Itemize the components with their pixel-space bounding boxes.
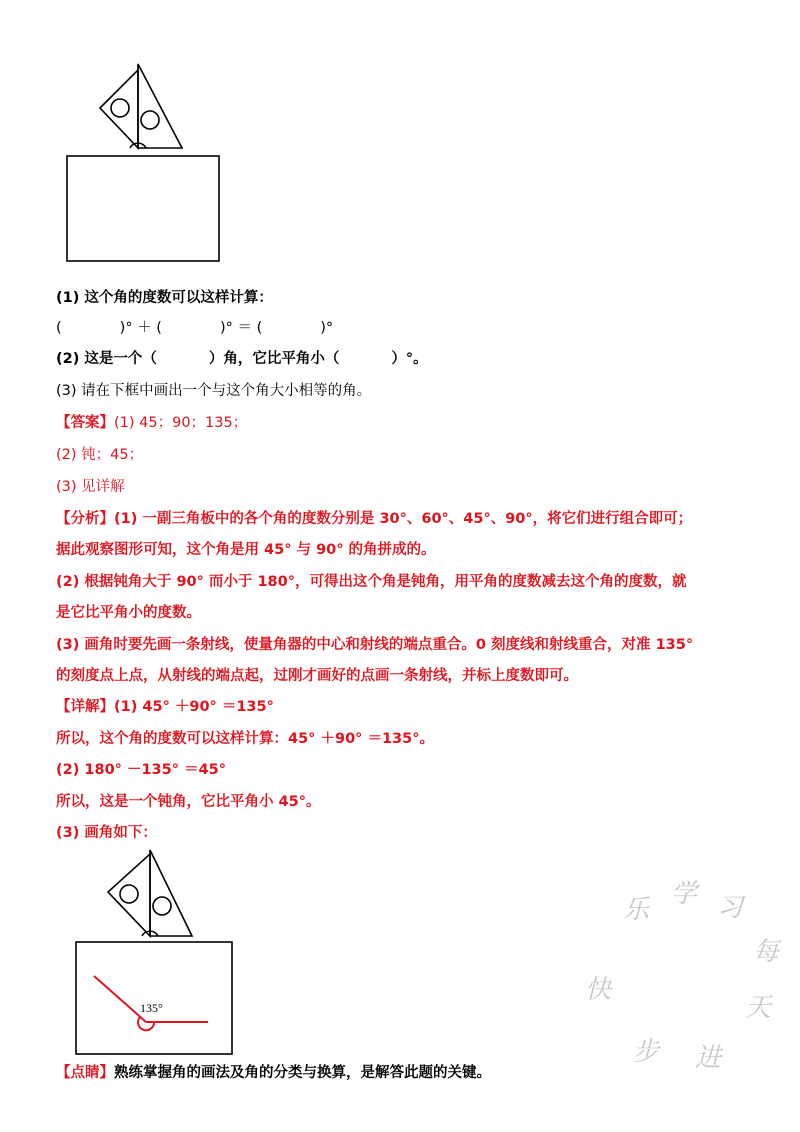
tip-tag: 【点睛】: [56, 1065, 114, 1081]
svg-text:步: 步: [633, 1037, 660, 1067]
svg-text:每: 每: [753, 937, 780, 967]
set-square-hole: [153, 897, 171, 915]
svg-text:天: 天: [745, 993, 772, 1023]
analysis-line-5: (3) 画角时要先画一条射线，使量角器的中心和射线的端点重合。0 刻度线和射线重合，对准 135°: [56, 637, 694, 653]
set-square-45: [100, 70, 138, 148]
set-square-45: [108, 854, 150, 936]
svg-text:学: 学: [671, 880, 698, 909]
detail-line-3: (2) 180° －135° ＝45°: [56, 762, 226, 778]
watermark-stamp: [575, 880, 790, 1080]
analysis-line-3: (2) 根据钝角大于 90° 而小于 180°，可得出这个角是钝角，用平角的度数减去这个角的度数，就: [56, 574, 687, 590]
angle-135-arc: [138, 1017, 154, 1030]
set-square-hole: [141, 111, 159, 129]
detail-line-5: (3) 画角如下：: [56, 825, 157, 841]
svg-text:进: 进: [695, 1043, 722, 1073]
detail-tag: 【详解】: [56, 699, 114, 715]
angle-ray-slanted: [94, 976, 146, 1022]
question-2: (2) 这是一个（ ）角，它比平角小（ ）°。: [56, 351, 428, 367]
set-square-hole: [120, 885, 138, 903]
svg-text:习: 习: [717, 893, 744, 923]
set-square-hole: [111, 99, 129, 117]
answer-tag: 【答案】: [56, 415, 114, 431]
detail-line-1: 【详解】(1) 45° ＋90° ＝135°: [56, 699, 274, 715]
drawing-box: [76, 942, 232, 1054]
detail-line-4: 所以，这是一个钝角，它比平角小 45°。: [56, 794, 321, 810]
svg-text:快: 快: [585, 975, 612, 1005]
detail-line-2: 所以，这个角的度数可以这样计算：45° ＋90° ＝135°。: [56, 731, 434, 747]
analysis-line-2: 据此观察图形可知，这个角是用 45° 与 90° 的角拼成的。: [56, 542, 436, 558]
question-3: (3) 请在下框中画出一个与这个角大小相等的角。: [56, 383, 372, 399]
question-1-blanks: ( )° ＋ ( )° ＝ ( )°: [56, 320, 334, 336]
figure-set-squares-top: [60, 60, 230, 270]
figure-drawn-angle: [70, 848, 240, 1063]
set-square-30: [138, 64, 182, 148]
answer-line-2: (2) 钝；45；: [56, 447, 144, 463]
tip-line: 【点睛】熟练掌握角的画法及角的分类与换算，是解答此题的关键。: [56, 1065, 491, 1081]
answer-line-1: 【答案】(1) 45；90；135；: [56, 415, 248, 431]
drawing-box: [67, 156, 219, 261]
answer-line-3: (3) 见详解: [56, 479, 125, 495]
svg-text:乐: 乐: [623, 895, 650, 925]
analysis-line-6: 的刻度点上点，从射线的端点起，过刚才画好的点画一条射线，并标上度数即可。: [56, 668, 578, 684]
angle-label: 135°: [140, 1001, 163, 1015]
analysis-line-1: 【分析】(1) 一副三角板中的各个角的度数分别是 30°、60°、45°、90°，将它们进行组合即可；: [56, 511, 693, 527]
question-1: (1) 这个角的度数可以这样计算：: [56, 290, 273, 306]
analysis-tag: 【分析】: [56, 511, 114, 527]
analysis-line-4: 是它比平角小的度数。: [56, 605, 201, 621]
set-square-30: [150, 850, 192, 936]
